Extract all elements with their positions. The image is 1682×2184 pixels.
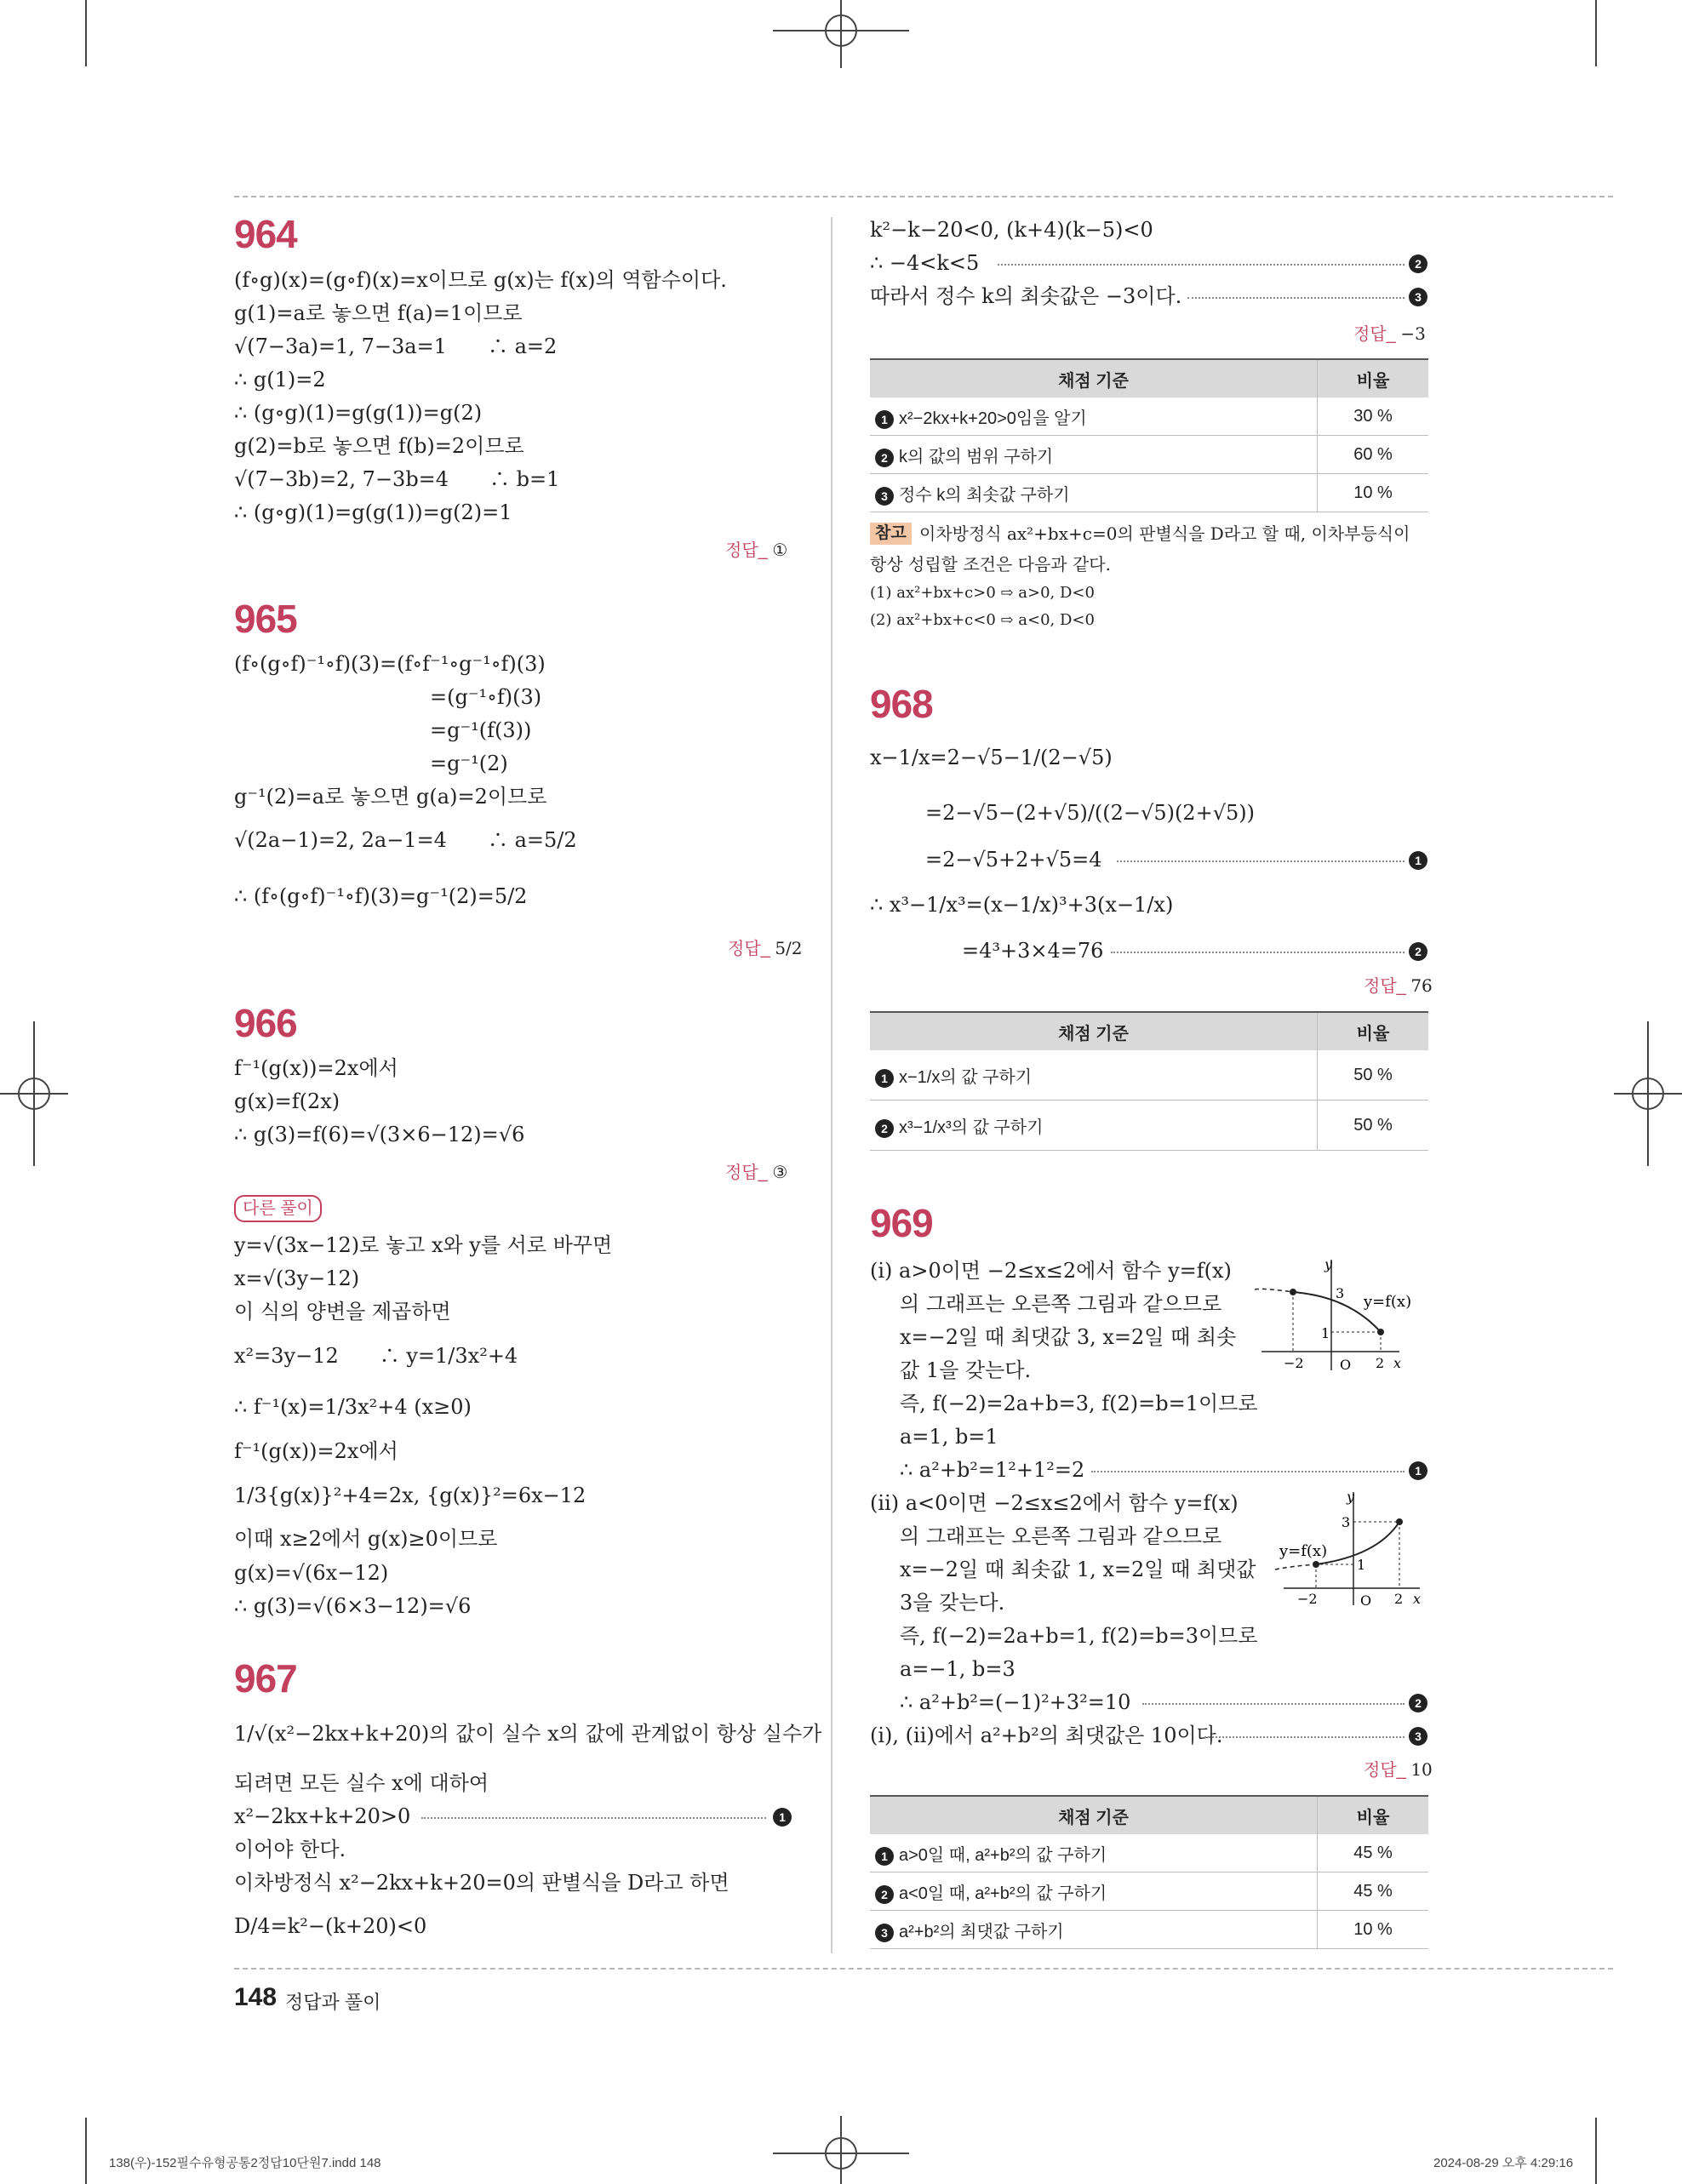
solution-line: √(7−3b)=2, 7−3b=4 ∴ b=1 (234, 467, 560, 491)
registration-mark (1614, 1021, 1682, 1166)
alt-solution-line: f⁻¹(g(x))=2x에서 (234, 1439, 398, 1463)
answer: 정답_ ① (725, 540, 788, 560)
table-row (870, 436, 1428, 474)
alt-solution-line: y=√(3x−12)로 놓고 x와 y를 서로 바꾸면 (234, 1233, 613, 1257)
solution-line: g⁻¹(2)=a로 놓으면 g(a)=2이므로 (234, 785, 547, 809)
graph-label: −2 (1284, 1355, 1304, 1371)
graph-label: x (1393, 1355, 1402, 1371)
ratio: 45 % (1318, 1872, 1429, 1911)
solution-line: (f∘g)(x)=(g∘f)(x)=x이므로 g(x)는 f(x)의 역함수이다. (234, 268, 727, 292)
solution-line: =4³+3×4=76 (962, 939, 1104, 963)
answer: 정답_ 10 (1364, 1759, 1433, 1780)
graph-label: y=f(x) (1364, 1293, 1412, 1311)
answer: 정답_ ③ (725, 1162, 788, 1182)
alt-solution-line: 이 식의 양변을 제곱하면 (234, 1300, 451, 1324)
registration-mark (773, 0, 909, 68)
table-row (870, 1911, 1428, 1949)
note-line: (1) ax²+bx+c>0 ⇨ a>0, D<0 (870, 584, 1095, 602)
top-rule (234, 196, 1613, 197)
alt-solution-line: x=√(3y−12) (234, 1266, 360, 1290)
alt-solution-line: g(x)=√(6x−12) (234, 1561, 389, 1585)
graph-label: 1 (1321, 1325, 1330, 1341)
graph-case-2 (1275, 1488, 1428, 1615)
solution-line: (ⅰ) a>0이면 −2≤x≤2에서 함수 y=f(x) (870, 1259, 1232, 1283)
solution-line: 이차방정식 x²−2kx+k+20=0의 판별식을 D라고 하면 (234, 1871, 729, 1895)
step-marker-2: 2 (1409, 942, 1427, 961)
problem-number: 969 (870, 1201, 933, 1245)
step-marker-1: 1 (773, 1808, 792, 1827)
crop-mark (1595, 0, 1597, 66)
solution-line: ∴ a²+b²=1²+1²=2 (900, 1458, 1085, 1482)
solution-line: g(2)=b로 놓으면 f(b)=2이므로 (234, 434, 524, 458)
registration-mark (0, 1021, 68, 1166)
alt-solution-line: ∴ f⁻¹(x)=1/3x²+4 (x≥0) (234, 1395, 472, 1419)
solution-line: x²−2kx+k+20>0 (234, 1804, 411, 1828)
graph-label: O (1340, 1357, 1352, 1373)
scoring-table (870, 1795, 1428, 1949)
ratio: 10 % (1318, 474, 1429, 512)
dot-leader (998, 264, 1405, 266)
dot-leader (421, 1817, 766, 1819)
graph-label: 2 (1394, 1591, 1404, 1607)
solution-line: 따라서 정수 k의 최솟값은 −3이다. (870, 284, 1182, 308)
graph-case-1 (1255, 1255, 1425, 1383)
problem-number: 965 (234, 597, 297, 641)
solution-line: (ⅱ) a<0이면 −2≤x≤2에서 함수 y=f(x) (870, 1491, 1239, 1515)
solution-line: ∴ x³−1/x³=(x−1/x)³+3(x−1/x) (870, 893, 1174, 917)
step-marker-3: 3 (1409, 288, 1427, 306)
note-tag: 참고 (870, 523, 912, 545)
solution-line: 1/√(x²−2kx+k+20)의 값이 실수 x의 값에 관계없이 항상 실수가 (234, 1722, 822, 1746)
ratio: 50 % (1318, 1050, 1429, 1101)
step-marker-2: 2 (1409, 1694, 1427, 1712)
column-divider (831, 217, 832, 1953)
alt-solution-tag: 다른 풀이 (234, 1195, 322, 1222)
criterion: a>0일 때, a²+b²의 값 구하기 (899, 1845, 1107, 1865)
solution-line: 값 1을 갖는다. (900, 1358, 1032, 1382)
table-row (870, 1050, 1428, 1101)
graph-label: 3 (1342, 1514, 1351, 1530)
step-marker-1: 1 (1409, 1461, 1427, 1480)
solution-line: =2−√5−(2+√5)/((2−√5)(2+√5)) (925, 801, 1255, 825)
step-marker-1: 1 (1409, 851, 1427, 870)
solution-line: =g⁻¹(f(3)) (430, 718, 532, 742)
solution-line: 의 그래프는 오른쪽 그림과 같으므로 (900, 1292, 1222, 1316)
dot-leader (1111, 952, 1405, 953)
note-line: 항상 성립할 조건은 다음과 같다. (870, 554, 1111, 575)
solution-line: 되려면 모든 실수 x에 대하여 (234, 1771, 489, 1795)
criterion: a²+b²의 최댓값 구하기 (899, 1922, 1064, 1941)
table-row (870, 1834, 1428, 1872)
step-marker: 1 (875, 1847, 894, 1866)
alt-solution-line: 1/3{g(x)}²+4=2x, {g(x)}²=6x−12 (234, 1484, 586, 1507)
dot-leader (1142, 1703, 1405, 1705)
graph-label: y=f(x) (1279, 1542, 1328, 1560)
criterion: k의 값의 범위 구하기 (899, 447, 1054, 466)
ratio: 30 % (1318, 397, 1429, 436)
solution-line: 3을 갖는다. (900, 1591, 1005, 1615)
scoring-table (870, 358, 1428, 512)
ratio: 50 % (1318, 1101, 1429, 1151)
graph-label: 2 (1376, 1355, 1385, 1371)
solution-line: ∴ −4<k<5 (870, 251, 980, 275)
criterion: 정수 k의 최솟값 구하기 (899, 485, 1070, 505)
solution-line: (ⅰ), (ⅱ)에서 a²+b²의 최댓값은 10이다. (870, 1724, 1223, 1747)
solution-line: x=−2일 때 최솟값 1, x=2일 때 최댓값 (900, 1558, 1256, 1581)
table-header: 비율 (1318, 1796, 1429, 1834)
solution-line: =(g⁻¹∘f)(3) (430, 685, 542, 709)
step-marker: 2 (875, 1885, 894, 1904)
step-marker-3: 3 (1409, 1727, 1427, 1746)
table-row (870, 397, 1428, 436)
page-label: 정답과 풀이 (285, 1992, 381, 2013)
step-marker: 1 (875, 1069, 894, 1088)
graph-label: O (1360, 1592, 1372, 1609)
solution-line: g(x)=f(2x) (234, 1089, 340, 1113)
solution-line: k²−k−20<0, (k+4)(k−5)<0 (870, 218, 1153, 242)
table-row (870, 474, 1428, 512)
crop-mark (85, 0, 87, 66)
ratio: 45 % (1318, 1834, 1429, 1872)
criterion: x²−2kx+k+20>0임을 알기 (899, 409, 1087, 428)
solution-line: ∴ (g∘g)(1)=g(g(1))=g(2)=1 (234, 500, 512, 524)
solution-line: x−1/x=2−√5−1/(2−√5) (870, 746, 1113, 769)
bottom-rule (234, 1968, 1613, 1970)
dot-leader (1117, 860, 1405, 862)
solution-line: a=1, b=1 (900, 1425, 998, 1449)
table-header: 채점 기준 (870, 1012, 1318, 1050)
table-header: 채점 기준 (870, 359, 1318, 397)
step-marker-2: 2 (1409, 254, 1427, 273)
dot-leader (1091, 1471, 1405, 1472)
scoring-table (870, 1011, 1428, 1151)
solution-line: √(2a−1)=2, 2a−1=4 ∴ a=5/2 (234, 828, 577, 852)
solution-line: √(7−3a)=1, 7−3a=1 ∴ a=2 (234, 334, 558, 358)
solution-line: 즉, f(−2)=2a+b=3, f(2)=b=1이므로 (900, 1392, 1258, 1415)
alt-solution-line: 이때 x≥2에서 g(x)≥0이므로 (234, 1527, 498, 1551)
graph-label: y (1347, 1489, 1355, 1505)
table-header: 비율 (1318, 1012, 1429, 1050)
graph-label: −2 (1297, 1591, 1318, 1607)
crop-mark (1595, 2118, 1597, 2184)
answer: 정답_ 5/2 (728, 938, 803, 958)
solution-line: 즉, f(−2)=2a+b=1, f(2)=b=3이므로 (900, 1624, 1258, 1648)
solution-line: ∴ a²+b²=(−1)²+3²=10 (900, 1690, 1131, 1714)
table-header: 채점 기준 (870, 1796, 1318, 1834)
step-marker: 2 (875, 449, 894, 467)
solution-line: =2−√5+2+√5=4 (925, 848, 1102, 872)
solution-line: ∴ (f∘(g∘f)⁻¹∘f)(3)=g⁻¹(2)=5/2 (234, 884, 528, 908)
solution-line: ∴ g(1)=2 (234, 368, 326, 392)
step-marker: 3 (875, 487, 894, 506)
step-marker: 2 (875, 1119, 894, 1138)
criterion: a<0일 때, a²+b²의 값 구하기 (899, 1884, 1107, 1903)
alt-solution-line: ∴ g(3)=√(6×3−12)=√6 (234, 1594, 472, 1618)
note-line: (2) ax²+bx+c<0 ⇨ a<0, D<0 (870, 611, 1095, 629)
graph-label: 1 (1357, 1557, 1366, 1573)
dot-leader (1187, 297, 1405, 299)
criterion: x−1/x의 값 구하기 (899, 1067, 1033, 1087)
solution-line: f⁻¹(g(x))=2x에서 (234, 1056, 398, 1080)
graph-label: y (1324, 1256, 1333, 1272)
registration-mark (773, 2116, 909, 2184)
problem-number: 968 (870, 682, 933, 726)
alt-solution-line: x²=3y−12 ∴ y=1/3x²+4 (234, 1344, 518, 1368)
page-number: 148 (234, 1983, 277, 2011)
solution-line: 이어야 한다. (234, 1838, 346, 1861)
ratio: 60 % (1318, 436, 1429, 474)
criterion: x³−1/x³의 값 구하기 (899, 1118, 1044, 1137)
solution-line: x=−2일 때 최댓값 3, x=2일 때 최솟 (900, 1325, 1237, 1349)
solution-line: 의 그래프는 오른쪽 그림과 같으므로 (900, 1524, 1222, 1548)
problem-number: 966 (234, 1001, 297, 1045)
graph-label: 3 (1336, 1285, 1345, 1301)
note-line: 이차방정식 ax²+bx+c=0의 판별식을 D라고 할 때, 이차부등식이 (919, 523, 1410, 544)
crop-mark (85, 2118, 87, 2184)
table-row (870, 1872, 1428, 1911)
file-slug: 138(우)-152필수유형공통2정답10단원7.indd 148 (109, 2156, 381, 2170)
problem-number: 967 (234, 1656, 297, 1701)
solution-line: g(1)=a로 놓으면 f(a)=1이므로 (234, 301, 523, 325)
solution-line: (f∘(g∘f)⁻¹∘f)(3)=(f∘f⁻¹∘g⁻¹∘f)(3) (234, 652, 546, 676)
ratio: 10 % (1318, 1911, 1429, 1949)
table-header: 비율 (1318, 359, 1429, 397)
answer: 정답_ −3 (1353, 323, 1426, 344)
solution-line: =g⁻¹(2) (430, 752, 508, 775)
problem-number: 964 (234, 212, 297, 256)
answer: 정답_ 76 (1364, 975, 1433, 996)
step-marker: 3 (875, 1924, 894, 1942)
print-datetime: 2024-08-29 오후 4:29:16 (1433, 2156, 1574, 2170)
graph-label: x (1413, 1591, 1422, 1607)
solution-line: ∴ g(3)=f(6)=√(3×6−12)=√6 (234, 1123, 525, 1146)
table-row (870, 1101, 1428, 1151)
solution-line: a=−1, b=3 (900, 1657, 1015, 1681)
solution-line: D/4=k²−(k+20)<0 (234, 1914, 427, 1938)
step-marker: 1 (875, 410, 894, 429)
dot-leader (1204, 1736, 1405, 1738)
solution-line: ∴ (g∘g)(1)=g(g(1))=g(2) (234, 401, 483, 425)
